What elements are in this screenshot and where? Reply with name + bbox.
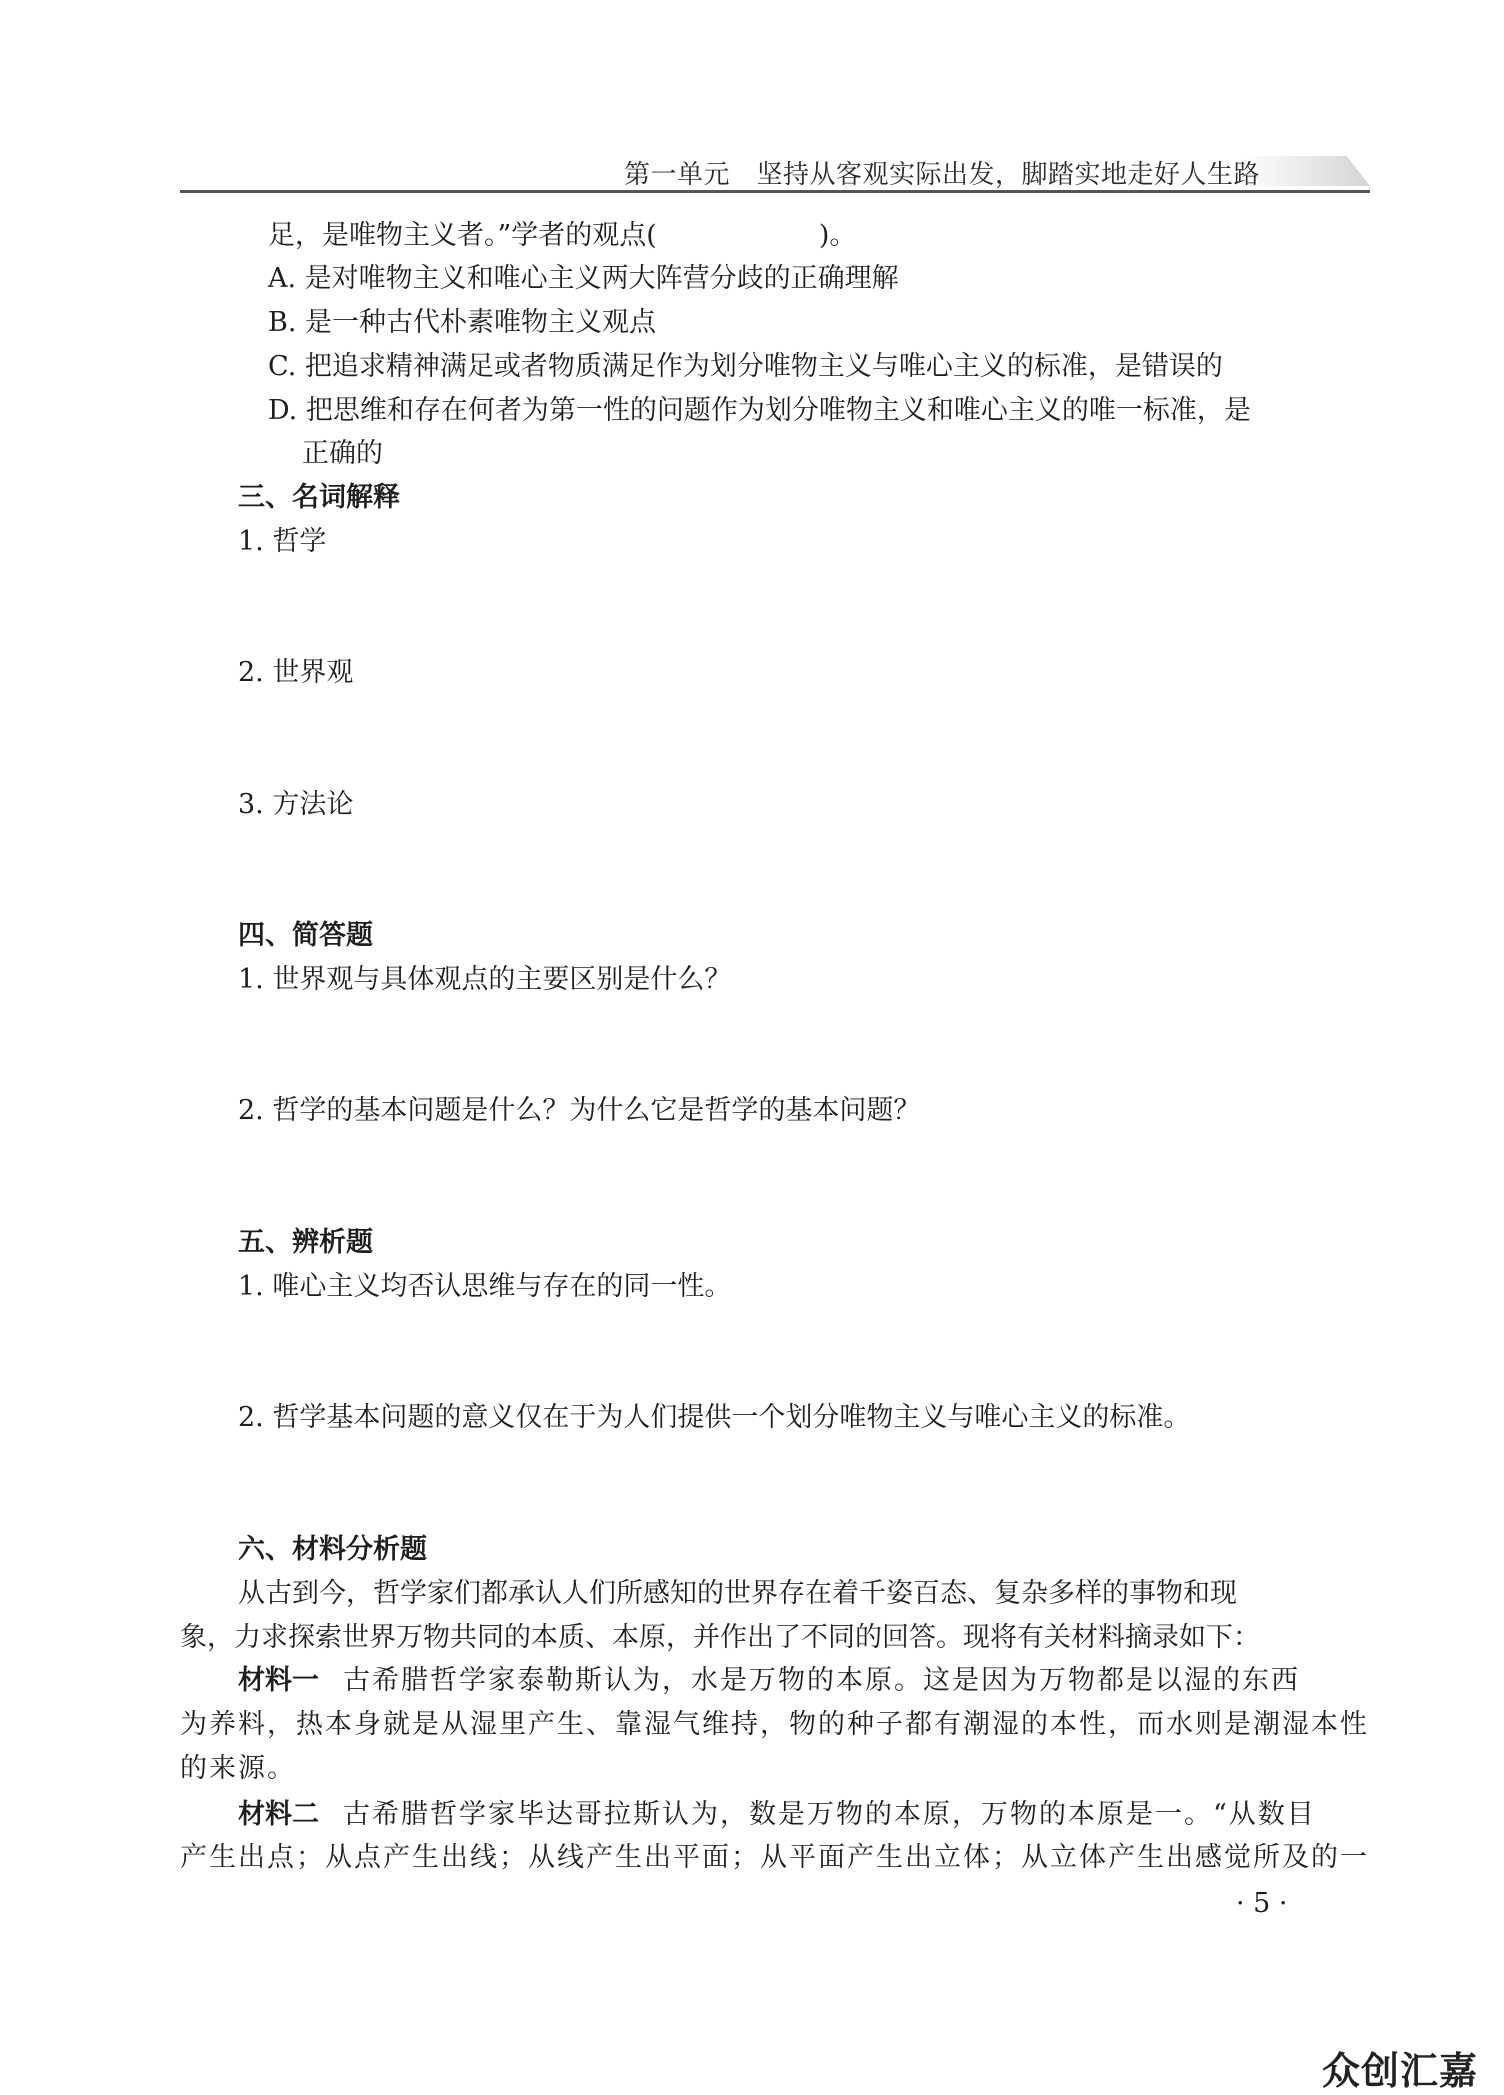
option-c: C. 把追求精神满足或者物质满足作为划分唯物主义与唯心主义的标准，是错误的 (268, 351, 1223, 382)
short-answer-2: 2. 哲学的基本问题是什么？为什么它是哲学的基本问题？ (238, 1095, 921, 1126)
intro-line-1: 从古到今，哲学家们都承认人们所感知的世界存在着千姿百态、复杂多样的事物和现 (238, 1578, 1237, 1609)
material-1-line-2: 为养料，热本身就是从湿里产生、靠湿气维持，物的种子都有潮湿的本性，而水则是潮湿本性 (180, 1709, 1369, 1740)
header-rule (180, 190, 1370, 193)
option-d-continued: 正确的 (302, 438, 383, 469)
page-number: · 5 · (1236, 1888, 1288, 1919)
term-item-1: 1. 哲学 (238, 526, 327, 557)
header-title: 第一单元 坚持从客观实际出发，脚踏实地走好人生路 (623, 160, 1260, 190)
analysis-item-2: 2. 哲学基本问题的意义仅在于为人们提供一个划分唯物主义与唯心主义的标准。 (238, 1402, 1191, 1433)
option-a: A. 是对唯物主义和唯心主义两大阵营分歧的正确理解 (268, 263, 899, 294)
intro-line-2: 象，力求探索世界万物共同的本质、本原，并作出了不同的回答。现将有关材料摘录如下： (180, 1622, 1260, 1653)
material-1-line-3: 的来源。 (180, 1753, 296, 1784)
material-2-text: 古希腊哲学家毕达哥拉斯认为，数是万物的本原，万物的本原是一。“从数目 (343, 1799, 1316, 1830)
material-2-label: 材料二 (238, 1799, 319, 1830)
short-answer-1: 1. 世界观与具体观点的主要区别是什么？ (238, 964, 732, 995)
option-b: B. 是一种古代朴素唯物主义观点 (268, 307, 657, 338)
term-item-3: 3. 方法论 (238, 789, 354, 820)
page-header (180, 148, 1370, 196)
option-d: D. 把思维和存在何者为第一性的问题作为划分唯物主义和唯心主义的唯一标准，是 (268, 395, 1251, 426)
section-5-title: 五、辨析题 (238, 1227, 373, 1258)
material-1-text: 古希腊哲学家泰勒斯认为，水是万物的本原。这是因为万物都是以湿的东西 (343, 1665, 1300, 1696)
question-stem-tail: 足，是唯物主义者。”学者的观点( )。 (268, 220, 857, 251)
material-1-line-1 (238, 1661, 1300, 1701)
material-2-line-2: 产生出点；从点产生出线；从线产生出平面；从平面产生出立体；从立体产生出感觉所及的一 (180, 1842, 1369, 1873)
section-4-title: 四、简答题 (238, 920, 373, 951)
watermark-logo: 众创汇嘉 (1322, 2049, 1479, 2093)
analysis-item-1: 1. 唯心主义均否认思维与存在的同一性。 (238, 1271, 732, 1302)
material-1-label: 材料一 (238, 1665, 319, 1696)
material-2-line-1 (238, 1795, 1316, 1835)
section-3-title: 三、名词解释 (238, 482, 400, 513)
section-6-title: 六、材料分析题 (238, 1534, 427, 1565)
term-item-2: 2. 世界观 (238, 657, 354, 688)
